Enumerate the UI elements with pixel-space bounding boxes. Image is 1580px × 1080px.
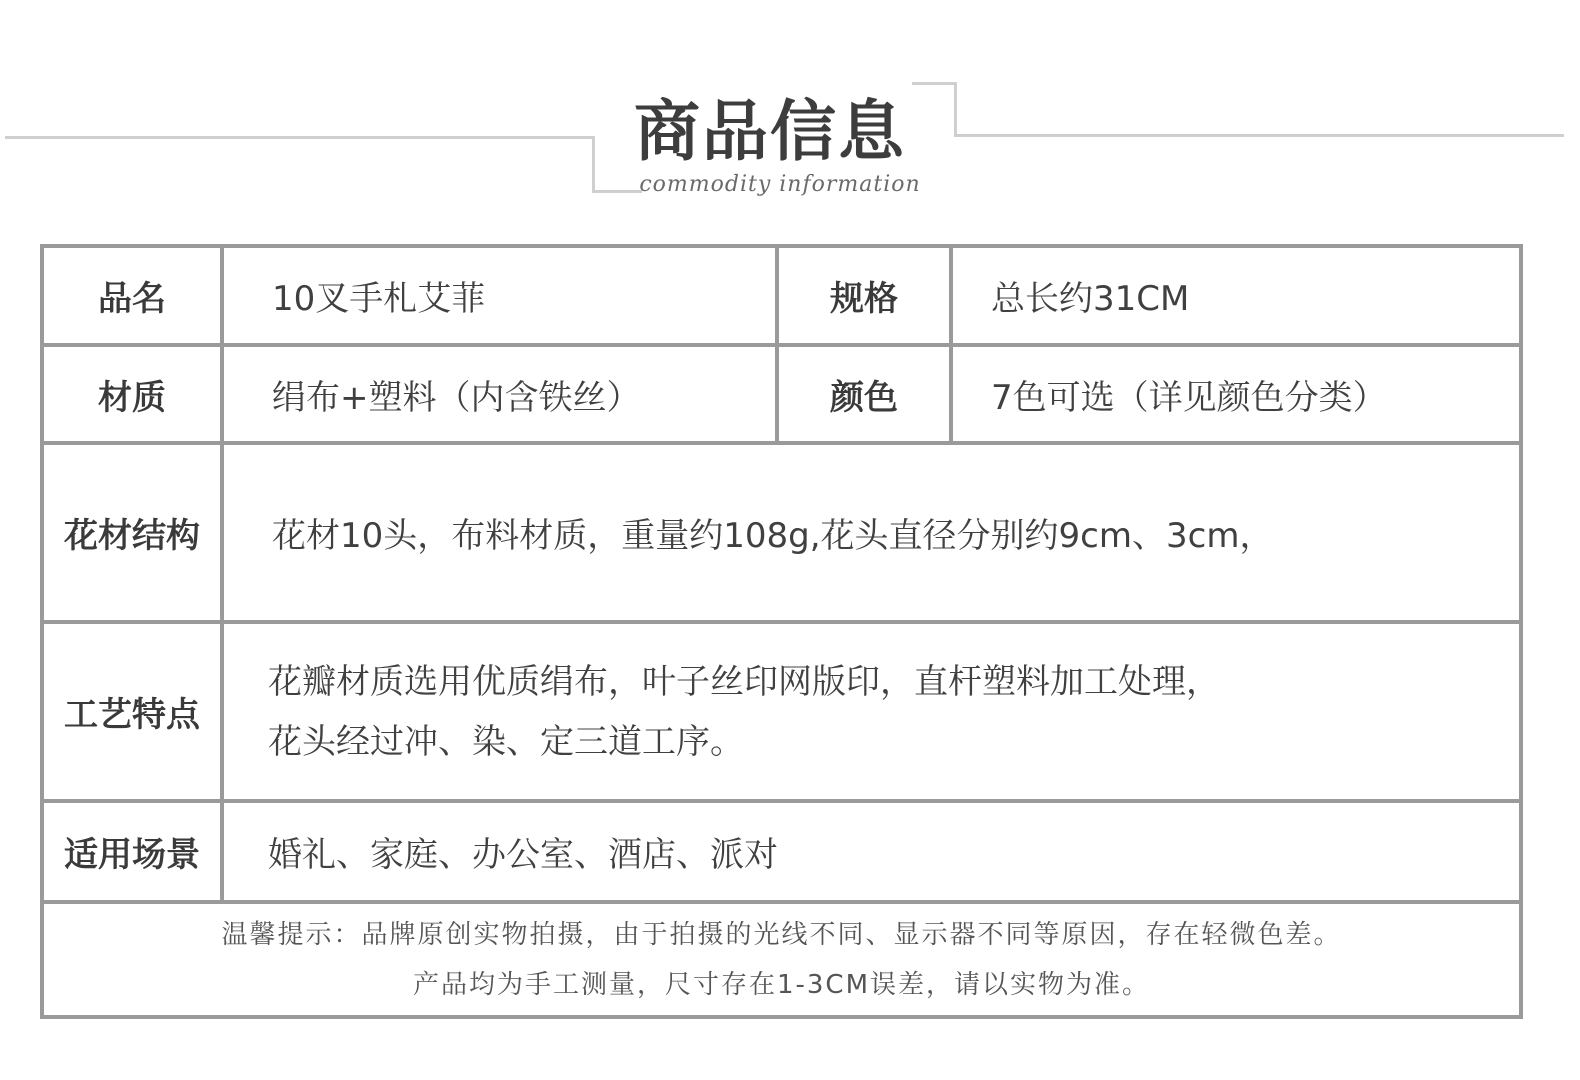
value-name: 10叉手札艾菲 — [272, 279, 486, 319]
table-row-name — [44, 248, 1519, 347]
header-line-left — [5, 136, 595, 139]
table-row-structure — [44, 445, 1519, 624]
header-line-right — [954, 134, 1564, 137]
table-row-scenes — [44, 803, 1519, 904]
label-scenes: 适用场景 — [64, 835, 200, 875]
value-color: 7色可选（详见颜色分类） — [991, 377, 1387, 418]
product-info-table — [40, 244, 1523, 1019]
page-title: 商品信息 — [634, 93, 906, 170]
value-spec: 总长约31CM — [991, 279, 1190, 319]
notice-line-2: 产品均为手工测量，尺寸存在1-3CM误差，请以实物为准。 — [412, 969, 1151, 1000]
craft-line-2: 花头经过冲、染、定三道工序。 — [268, 721, 744, 762]
page-subtitle: commodity information — [639, 172, 921, 197]
label-craft: 工艺特点 — [64, 695, 200, 735]
header-line-left-drop — [592, 136, 595, 192]
table-row-craft — [44, 624, 1519, 803]
value-material: 绢布+塑料（内含铁丝） — [272, 377, 641, 418]
notice-text — [44, 904, 1519, 1015]
craft-line-1: 花瓣材质选用优质绢布，叶子丝印网版印，直杆塑料加工处理， — [268, 661, 1220, 702]
value-scenes: 婚礼、家庭、办公室、酒店、派对 — [268, 835, 778, 875]
label-spec: 规格 — [830, 279, 898, 319]
label-structure: 花材结构 — [64, 516, 200, 556]
header-line-right-rise — [954, 82, 957, 137]
label-material: 材质 — [98, 377, 166, 418]
value-structure: 花材10头，布料材质，重量约108g,花头直径分别约9cm、3cm， — [272, 516, 1274, 556]
value-craft — [224, 624, 1519, 799]
table-row-material — [44, 347, 1519, 445]
notice-line-1: 温馨提示：品牌原创实物拍摄，由于拍摄的光线不同、显示器不同等原因，存在轻微色差。 — [221, 919, 1342, 950]
label-name: 品名 — [98, 279, 166, 319]
label-color: 颜色 — [830, 377, 898, 418]
header-line-right-top — [912, 82, 957, 85]
